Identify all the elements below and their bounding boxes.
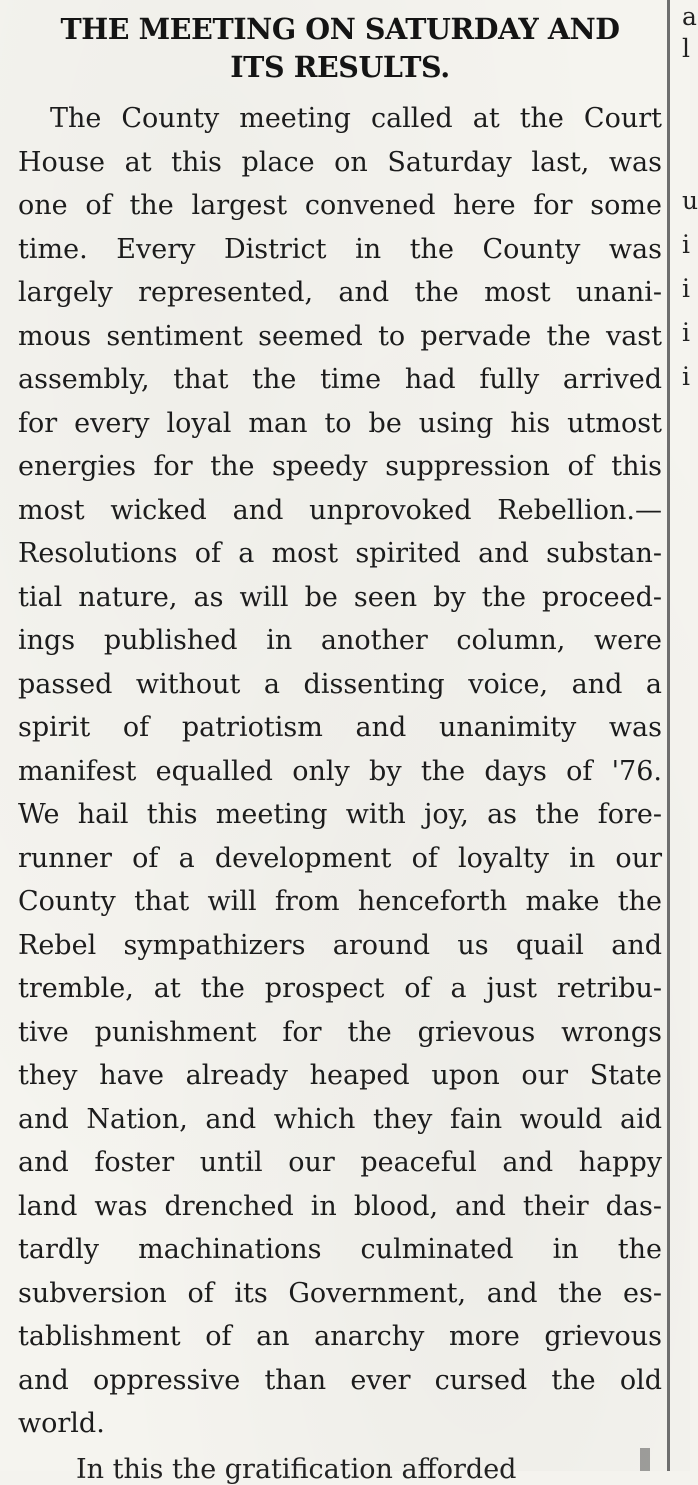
adjacent-column-edge: [676, 0, 698, 1471]
headline-line-2: ITS RESULTS.: [230, 50, 450, 84]
article-line: and Nation, and which they fain would aid: [18, 1103, 662, 1135]
article-line: The County meeting called at the Court: [50, 103, 662, 134]
article-line: time. Every District in the County was: [18, 233, 662, 265]
article-line: ings published in another column, were: [18, 625, 662, 656]
column-divider: [667, 0, 670, 1471]
article-line: Resolutions of a most spirited and substan-: [18, 538, 662, 569]
article-line: most wicked and unprovoked Rebellion.—: [18, 494, 662, 526]
article-line: tablishment of an anarchy more grievous: [18, 1321, 662, 1352]
article-line: manifest equalled only by the days of '76.: [18, 755, 662, 787]
article-line: energies for the speedy suppression of this: [18, 451, 662, 482]
adjacent-fragment: i: [682, 274, 690, 303]
article-line: spirit of patriotism and unanimity was: [18, 712, 662, 743]
article-line: runner of a development of loyalty in our: [18, 842, 662, 874]
article-line: tive punishment for the grievous wrongs: [18, 1016, 662, 1048]
cutoff-line-text: In this the gratification afforded: [76, 1454, 517, 1485]
ink-smudge: [640, 1448, 650, 1471]
article-line: largely represented, and the most unani-: [18, 277, 662, 308]
cutoff-line: [18, 1452, 668, 1485]
adjacent-fragment: u: [682, 186, 698, 215]
article-line: tremble, at the prospect of a just retribu-: [18, 973, 662, 1004]
article-line: House at this place on Saturday last, was: [18, 146, 662, 178]
article-line: world.: [18, 1408, 105, 1439]
article-headline: [18, 10, 662, 86]
article-column: [18, 10, 662, 1446]
article-line: for every loyal man to be using his utmost: [18, 407, 662, 439]
article-line: tardly machinations culminated in the: [18, 1234, 662, 1265]
article-body: [18, 97, 662, 1446]
article-line: tial nature, as will be seen by the proceed-: [18, 581, 662, 613]
adjacent-fragment: i: [682, 230, 690, 259]
adjacent-fragment: i: [682, 318, 690, 347]
article-line: subversion of its Government, and the es-: [18, 1277, 662, 1309]
headline-line-1: THE MEETING ON SATURDAY AND: [60, 12, 620, 46]
article-line: they have already heaped upon our State: [18, 1060, 662, 1091]
article-line: and oppressive than ever cursed the old: [18, 1364, 662, 1396]
article-line: land was drenched in blood, and their das-: [18, 1190, 662, 1222]
article-line: and foster until our peaceful and happy: [18, 1147, 662, 1178]
article-line: one of the largest convened here for some: [18, 190, 662, 221]
article-line: passed without a dissenting voice, and a: [18, 668, 662, 700]
article-line: County that will from henceforth make the: [18, 886, 662, 917]
article-line: Rebel sympathizers around us quail and: [18, 929, 662, 961]
adjacent-fragment: i: [682, 362, 690, 391]
article-line: mous sentiment seemed to pervade the vast: [18, 320, 662, 352]
adjacent-fragment: l: [682, 34, 690, 63]
adjacent-fragment: a: [682, 2, 697, 31]
article-line: assembly, that the time had fully arrived: [18, 364, 662, 395]
article-line: We hail this meeting with joy, as the fore-: [18, 799, 662, 830]
